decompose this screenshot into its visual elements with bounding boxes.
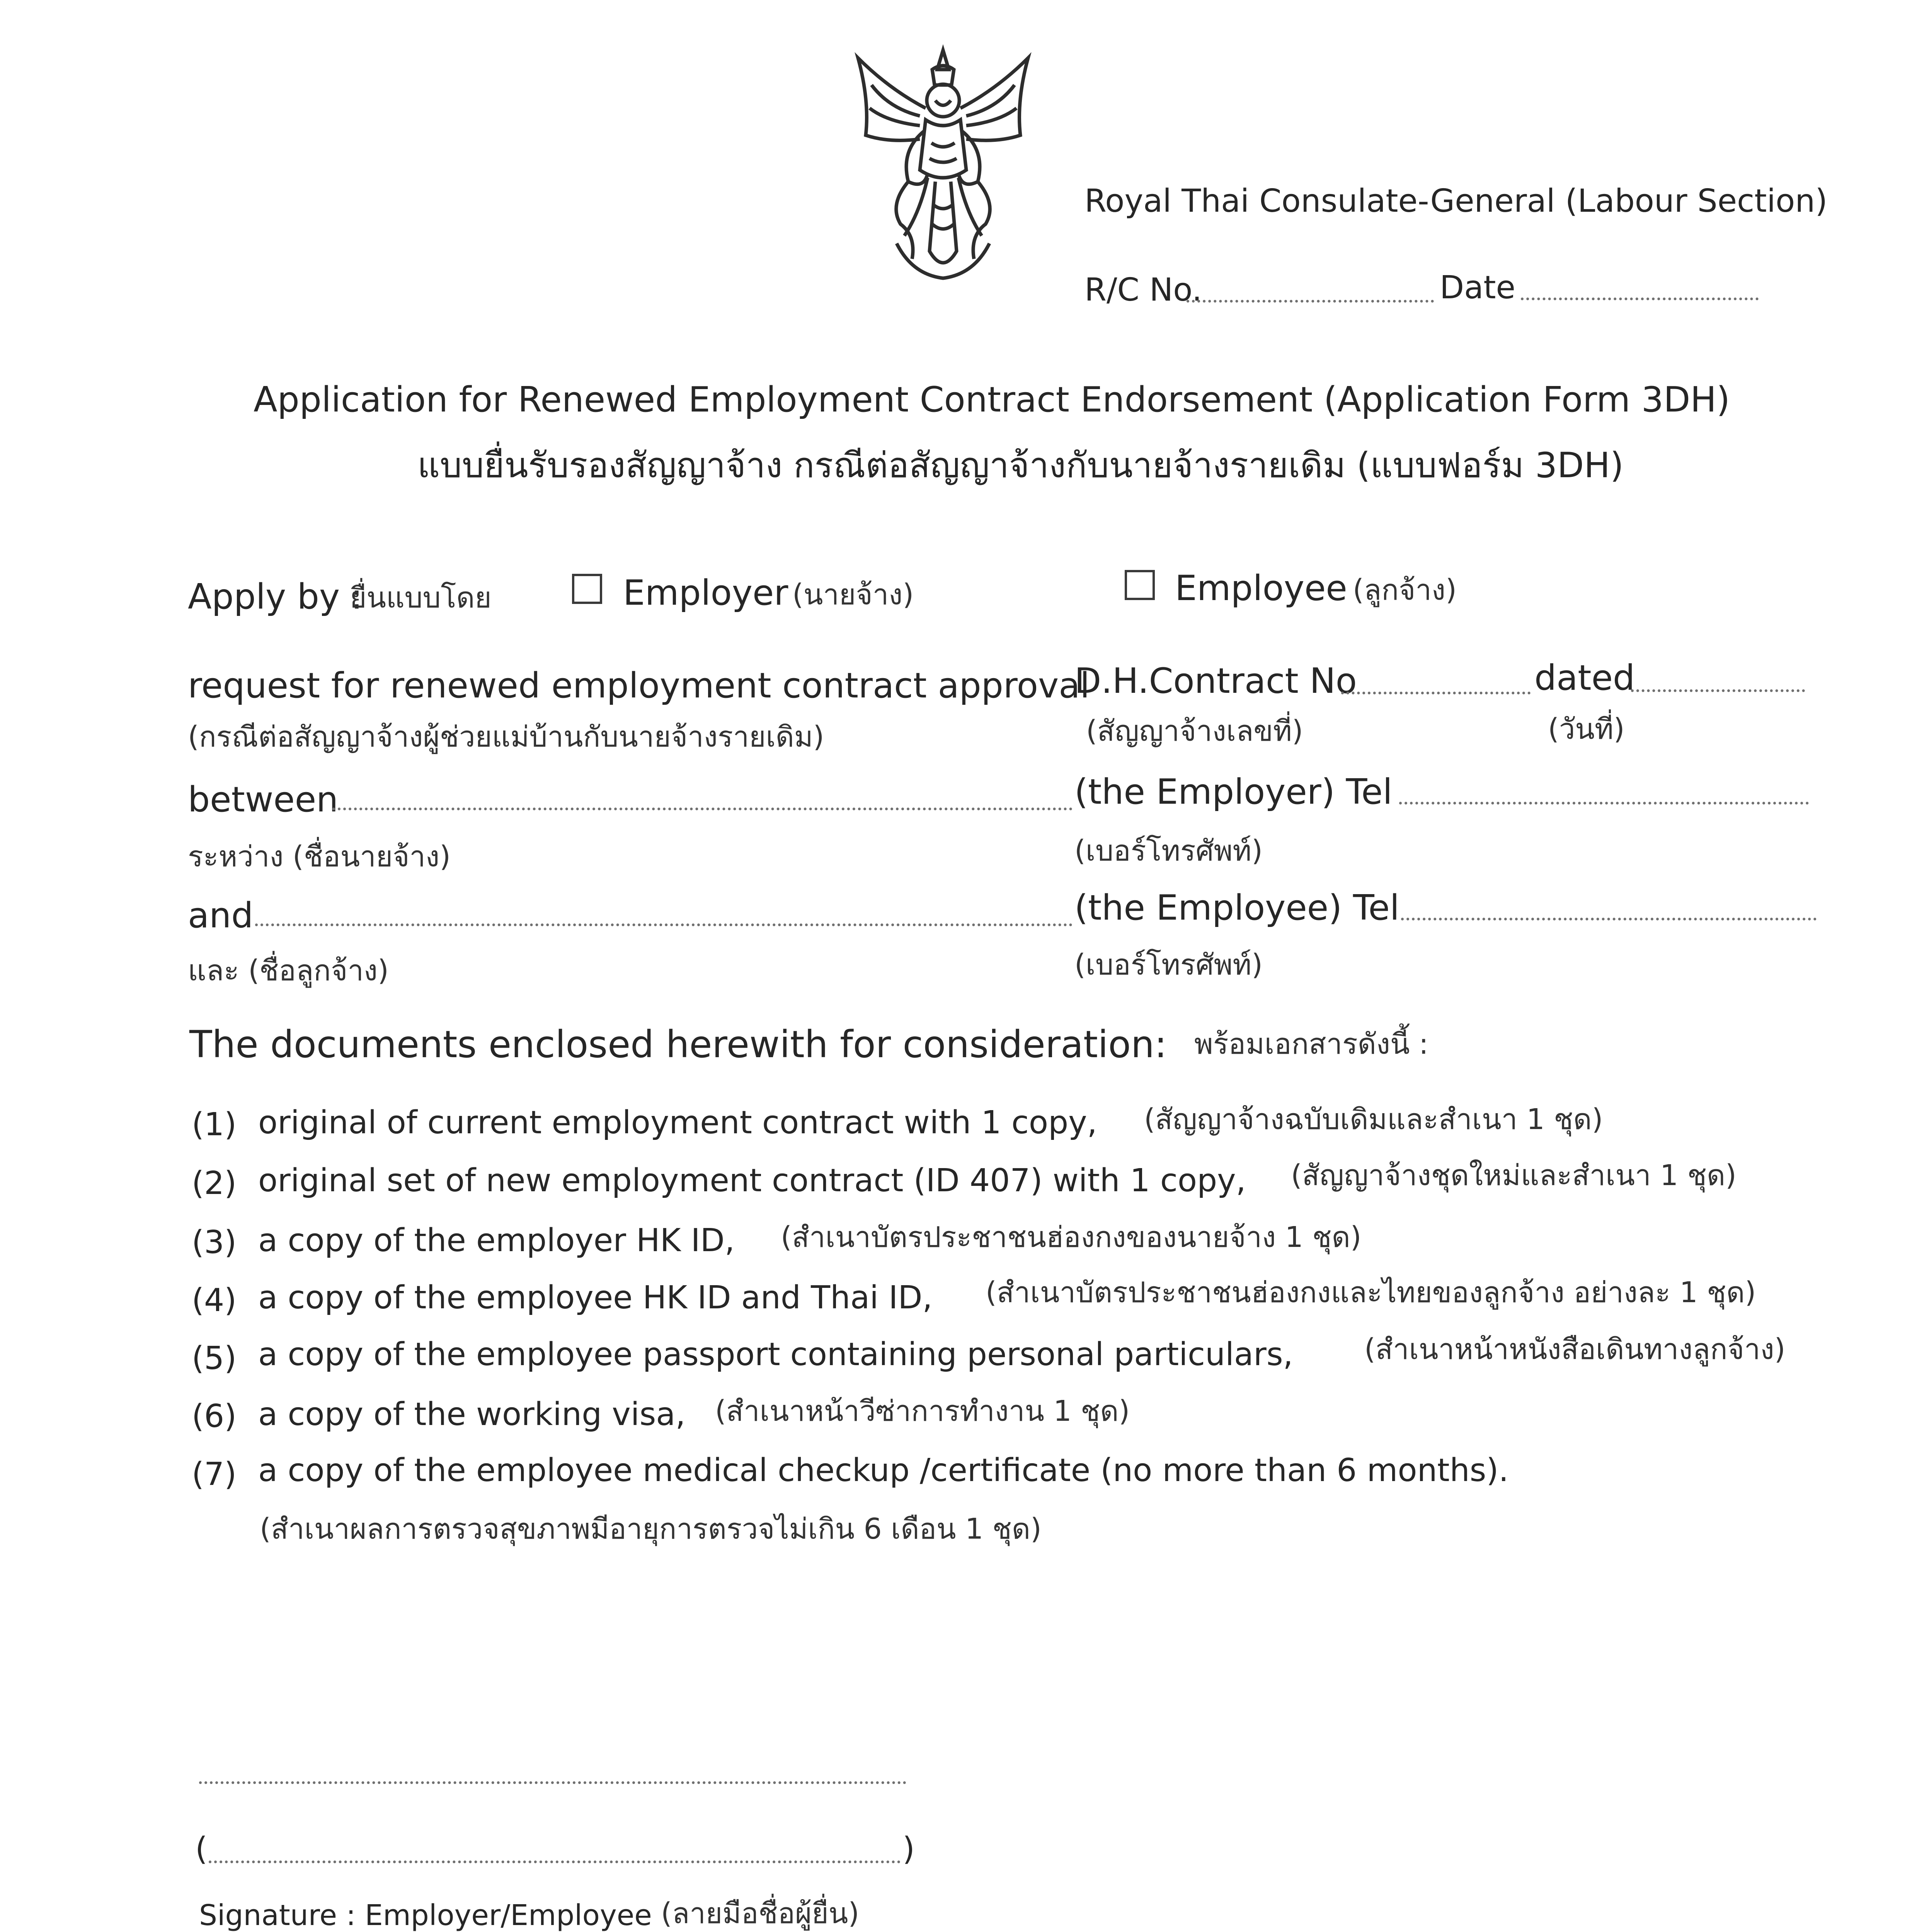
list-item-text: a copy of the employee HK ID and Thai ID, (258, 1279, 933, 1316)
apply-by-label: Apply by : (188, 577, 363, 617)
between-label: between (188, 779, 339, 820)
employee-tel-thai: (เบอร์โทรศัพท์) (1074, 948, 1263, 981)
employee-option-label: Employee (1175, 568, 1347, 609)
request-text-thai: (กรณีต่อสัญญาจ้างผู้ช่วยแม่บ้านกับนายจ้างรายเดิม) (188, 720, 824, 753)
documents-heading-thai: พร้อมเอกสารดังนี้ : (1194, 1027, 1428, 1061)
rc-no-label: R/C No. (1084, 272, 1202, 308)
and-label: and (188, 895, 254, 936)
dated-label: dated (1534, 658, 1635, 698)
form-title-thai: แบบยื่นรับรองสัญญาจ้าง กรณีต่อสัญญาจ้างกับนายจ้างรายเดิม (แบบฟอร์ม 3DH) (417, 445, 1624, 486)
employee-tel-field[interactable] (1401, 918, 1817, 920)
request-text: request for renewed employment contract approval (188, 665, 1090, 706)
employer-option-label: Employer (623, 573, 788, 613)
list-item-number: (1) (192, 1106, 237, 1143)
rc-no-field[interactable] (1187, 300, 1434, 303)
contract-no-thai: (สัญญาจ้างเลขที่) (1086, 714, 1303, 748)
list-item-number: (6) (192, 1398, 237, 1435)
name-open-paren: ( (195, 1831, 208, 1867)
list-item-text: a copy of the working visa, (258, 1396, 686, 1433)
employer-tel-field[interactable] (1399, 802, 1809, 804)
employer-option-thai: (นายจ้าง) (792, 578, 914, 611)
form-title-english: Application for Renewed Employment Contract Endorsement (Application Form 3DH) (254, 379, 1730, 420)
list-item-text: a copy of the employee medical checkup /certificate (no more than 6 months). (258, 1452, 1509, 1489)
list-item-thai: (สำเนาบัตรประชาชนฮ่องกงและไทยของลูกจ้าง อย่างละ 1 ชุด) (986, 1276, 1756, 1309)
employee-option-thai: (ลูกจ้าง) (1353, 573, 1457, 607)
list-item-number: (4) (192, 1282, 237, 1319)
list-item-number: (7) (192, 1456, 237, 1493)
list-item-thai: (สำเนาบัตรประชาชนฮ่องกงของนายจ้าง 1 ชุด) (781, 1221, 1362, 1254)
list-item-thai: (สัญญาจ้างชุดใหม่และสำเนา 1 ชุด) (1291, 1159, 1737, 1192)
employee-checkbox[interactable] (1125, 570, 1155, 600)
and-thai: และ (ชื่อลูกจ้าง) (188, 954, 389, 987)
list-item-text: original of current employment contract with 1 copy, (258, 1104, 1097, 1141)
name-close-paren: ) (902, 1831, 915, 1867)
employer-tel-label: (the Employer) Tel (1074, 772, 1393, 812)
employer-checkbox[interactable] (572, 574, 602, 604)
employee-tel-label: (the Employee) Tel (1074, 888, 1399, 928)
list-item-text: a copy of the employer HK ID, (258, 1222, 735, 1259)
consulate-name: Royal Thai Consulate-General (Labour Section) (1084, 183, 1828, 219)
list-item-thai: (สัญญาจ้างฉบับเดิมและสำเนา 1 ชุด) (1144, 1103, 1603, 1136)
contract-no-label: D.H.Contract No (1074, 661, 1357, 701)
list-item-thai: (สำเนาหน้าหนังสือเดินทางลูกจ้าง) (1364, 1333, 1786, 1366)
apply-by-thai: ยื่นแบบโดย (350, 581, 492, 614)
dated-field[interactable] (1631, 689, 1805, 692)
list-item-number: (2) (192, 1165, 237, 1202)
signature-thai: (ลายมือชื่อผู้ยื่น) (661, 1897, 860, 1930)
list-item-thai: (สำเนาหน้าวีซ่าการทำงาน 1 ชุด) (715, 1395, 1130, 1428)
list-item-number: (5) (192, 1340, 237, 1377)
employee-name-field[interactable] (255, 923, 1073, 926)
list-item-text: original set of new employment contract (ID 407) with 1 copy, (258, 1162, 1246, 1199)
employer-tel-thai: (เบอร์โทรศัพท์) (1074, 834, 1263, 867)
name-block-field[interactable] (209, 1861, 901, 1863)
date-field[interactable] (1521, 298, 1759, 300)
contract-no-field[interactable] (1341, 692, 1531, 694)
dated-thai: (วันที่) (1548, 713, 1625, 746)
documents-heading: The documents enclosed herewith for consideration: (189, 1023, 1167, 1066)
list-item-number: (3) (192, 1224, 237, 1261)
signature-label: Signature : Employer/Employee (199, 1899, 652, 1932)
list-item-text: a copy of the employee passport containing personal particulars, (258, 1336, 1293, 1373)
between-thai: ระหว่าง (ชื่อนายจ้าง) (188, 840, 451, 873)
date-label: Date (1440, 269, 1515, 306)
employer-name-field[interactable] (332, 808, 1073, 810)
signature-line[interactable] (199, 1781, 906, 1784)
list-item-thai: (สำเนาผลการตรวจสุขภาพมีอายุการตรวจไม่เกิน 6 เดือน 1 ชุด) (260, 1512, 1042, 1546)
garuda-emblem-icon (843, 43, 1044, 282)
